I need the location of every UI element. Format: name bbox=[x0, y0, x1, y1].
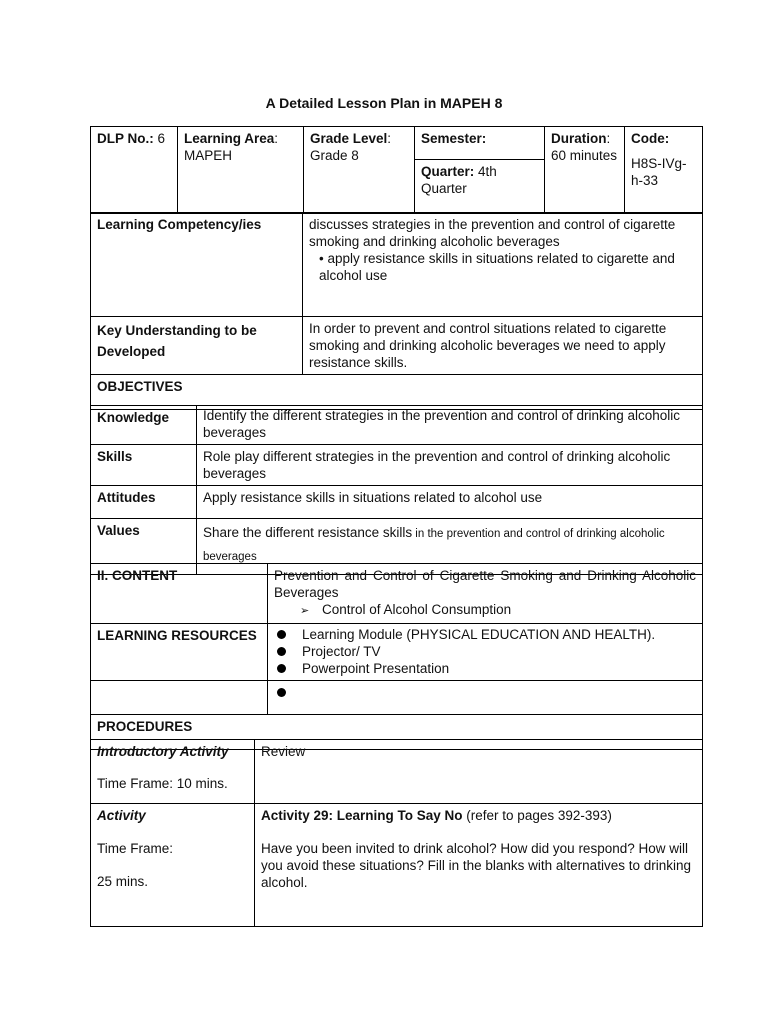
dlp-cell bbox=[91, 127, 178, 214]
activity-detail-cell bbox=[255, 804, 703, 927]
area-value: MAPEH bbox=[184, 148, 233, 163]
dlp-value: 6 bbox=[157, 131, 166, 146]
attitudes-label: Attitudes bbox=[91, 486, 197, 519]
knowledge-text: Identify the different strategies in the prevention and control of drinking alcoholic beverages bbox=[197, 406, 703, 445]
resource-item bbox=[274, 643, 696, 660]
values-text-a: Share the different resistance skills bbox=[203, 525, 413, 540]
intro-cell bbox=[91, 740, 255, 804]
competency-text: discusses strategies in the prevention and control of cigarette smoking and drinking alcoholic beverages bbox=[309, 217, 676, 249]
resources-empty-item-cell bbox=[268, 681, 703, 715]
competency-cell bbox=[303, 213, 703, 317]
objectives-heading: OBJECTIVES bbox=[91, 375, 703, 410]
intro-text: Review bbox=[255, 740, 703, 804]
skills-text: Role play different strategies in the prevention and control of drinking alcoholic beverages bbox=[197, 445, 703, 486]
competency-bullet: • apply resistance skills in situations related to cigarette and alcohol use bbox=[319, 251, 675, 283]
competency-table bbox=[90, 212, 703, 410]
attitudes-text: Apply resistance skills in situations related to alcohol use bbox=[197, 486, 703, 519]
resource-item bbox=[274, 626, 696, 643]
quarter-cell bbox=[415, 160, 545, 214]
semester-cell bbox=[415, 127, 545, 160]
activity-title: Activity 29: Learning To Say No bbox=[261, 808, 463, 823]
bullet-dot-icon bbox=[277, 647, 286, 656]
semester-label: Semester: bbox=[421, 131, 487, 146]
skills-label: Skills bbox=[91, 445, 197, 486]
code-cell bbox=[625, 127, 703, 214]
understanding-text: In order to prevent and control situations related to cigarette smoking and drinking alcoholic beverages we need to apply resistance skills. bbox=[303, 317, 703, 375]
activity-cell bbox=[91, 804, 255, 927]
knowledge-label: Knowledge bbox=[91, 406, 197, 445]
arrow-bullet-icon: ➢ bbox=[300, 605, 310, 617]
grade-cell: Grade Level: Grade 8 bbox=[304, 127, 415, 214]
resource-item-empty bbox=[274, 684, 696, 697]
quarter-value: 4th Quarter bbox=[421, 164, 497, 196]
content-text: Prevention and Control of Cigarette Smoking and Drinking Alcoholic Beverages bbox=[274, 568, 696, 600]
resources-label: LEARNING RESOURCES bbox=[91, 624, 268, 681]
activity-ref: (refer to pages 392-393) bbox=[462, 808, 612, 823]
intro-label: Introductory Activity bbox=[97, 744, 229, 759]
content-label: II. CONTENT bbox=[91, 564, 268, 624]
duration-label: Duration bbox=[551, 131, 607, 146]
resource-text: Learning Module (PHYSICAL EDUCATION AND HEALTH). bbox=[302, 627, 656, 642]
procedures-heading: PROCEDURES bbox=[91, 715, 703, 750]
grade-value: Grade 8 bbox=[310, 148, 359, 163]
duration-value: 60 minutes bbox=[551, 148, 618, 163]
values-text-b: in the prevention and control of drinking alcoholic beverages bbox=[203, 528, 665, 563]
dlp-label: DLP No.: bbox=[97, 131, 154, 146]
activity-time-value: 25 mins. bbox=[97, 874, 149, 889]
procedures-table bbox=[90, 739, 703, 927]
resource-item bbox=[274, 660, 696, 677]
code-value: H8S-IVg-h-33 bbox=[631, 156, 687, 188]
competency-label: Learning Competency/ies bbox=[91, 213, 303, 317]
values-label: Values bbox=[91, 519, 197, 575]
resource-text: Projector/ TV bbox=[302, 644, 381, 659]
content-sub-text: Control of Alcohol Consumption bbox=[322, 602, 512, 617]
activity-time-label: Time Frame: bbox=[97, 841, 174, 856]
content-cell bbox=[268, 564, 703, 624]
document-title: A Detailed Lesson Plan in MAPEH 8 bbox=[265, 95, 503, 111]
area-label: Learning Area bbox=[184, 131, 275, 146]
bullet-dot-icon bbox=[277, 688, 286, 697]
activity-text: Have you been invited to drink alcohol? How did you respond? How will you avoid these situations? Fill in the blanks with alternatives to drinking alcohol. bbox=[261, 841, 691, 890]
objectives-table bbox=[90, 405, 703, 575]
bullet-dot-icon bbox=[277, 664, 286, 673]
area-cell: Learning Area: MAPEH bbox=[178, 127, 304, 214]
intro-time: Time Frame: 10 mins. bbox=[97, 776, 228, 791]
quarter-label: Quarter: bbox=[421, 164, 475, 179]
activity-label: Activity bbox=[97, 808, 146, 823]
understanding-label: Key Understanding to be Developed bbox=[91, 317, 303, 375]
resources-empty-cell bbox=[91, 681, 268, 715]
grade-label: Grade Level bbox=[310, 131, 388, 146]
code-label: Code: bbox=[631, 131, 670, 146]
bullet-dot-icon bbox=[277, 630, 286, 639]
content-sub-item bbox=[274, 601, 696, 620]
resources-cell bbox=[268, 624, 703, 681]
resource-text: Powerpoint Presentation bbox=[302, 661, 450, 676]
header-table bbox=[90, 126, 703, 214]
duration-cell: Duration: 60 minutes bbox=[545, 127, 625, 214]
content-table bbox=[90, 563, 703, 750]
